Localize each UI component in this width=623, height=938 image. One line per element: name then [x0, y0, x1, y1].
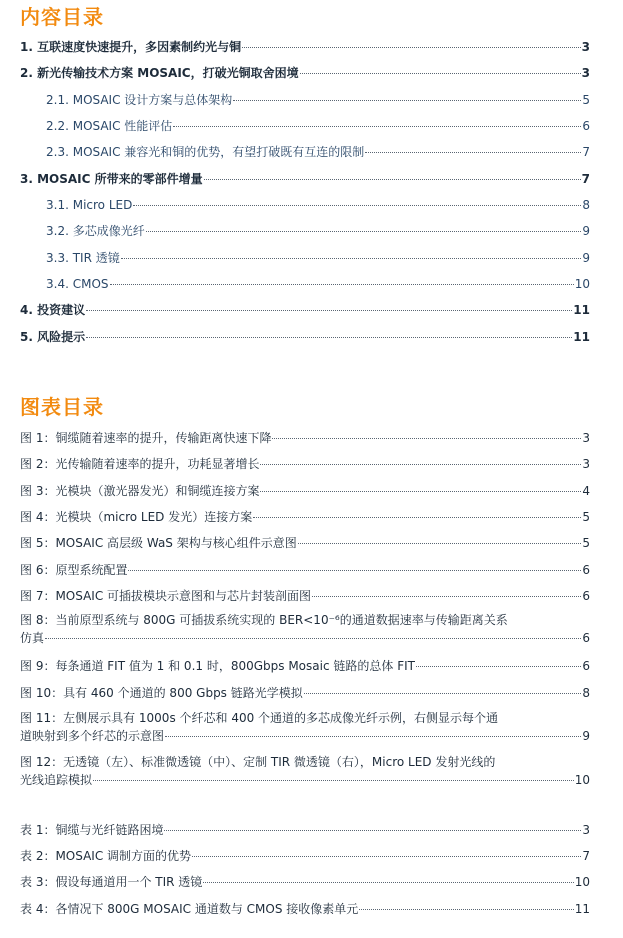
table-entry-page: 10 [574, 875, 590, 889]
toc-entry-text: 1. 互联速度快速提升，多因素制约光与铜 [20, 40, 242, 54]
toc-subentry[interactable] [46, 91, 590, 109]
dot-leader [204, 179, 581, 180]
table-entry[interactable] [20, 900, 590, 918]
toc-subentry[interactable] [46, 143, 590, 161]
figure-entry-page: 10 [574, 773, 590, 787]
dot-leader [300, 73, 581, 74]
figure-entry-text-cont: 仿真 [20, 631, 45, 645]
toc-entry[interactable] [20, 301, 590, 319]
figure-entry[interactable] [20, 657, 590, 675]
table-entry-page: 11 [574, 902, 590, 916]
toc-entry-text: 5. 风险提示 [20, 330, 86, 344]
toc-entry-page: 9 [582, 251, 590, 265]
figure-entry-page: 6 [582, 589, 590, 603]
dot-leader [192, 856, 581, 857]
figure-entry-text-cont: 光线追踪模拟 [20, 773, 93, 787]
dot-leader [359, 909, 573, 910]
figure-entry-page: 5 [582, 510, 590, 524]
table-entry[interactable] [20, 873, 590, 891]
dot-leader [260, 464, 581, 465]
figures-title: 图表目录 [20, 395, 104, 419]
figure-entry-page: 6 [582, 659, 590, 673]
toc-entry-text: 3. MOSAIC 所带来的零部件增量 [20, 172, 203, 186]
dot-leader [86, 310, 572, 311]
table-entry-text: 表 1：铜缆与光纤链路困境 [20, 823, 164, 837]
figure-entry-text: 图 6：原型系统配置 [20, 563, 128, 577]
figure-entry[interactable] [20, 709, 590, 745]
toc-subentry[interactable] [46, 222, 590, 240]
toc-entry-page: 7 [582, 145, 590, 159]
figure-entry[interactable] [20, 455, 590, 473]
toc-title: 内容目录 [20, 5, 104, 29]
toc-entry[interactable] [20, 38, 590, 56]
figure-entry[interactable] [20, 534, 590, 552]
toc-entry[interactable] [20, 328, 590, 346]
figure-entry-text: 图 7：MOSAIC 可插拔模块示意图和与芯片封装剖面图 [20, 589, 312, 603]
toc-entry[interactable] [20, 170, 590, 188]
figure-entry[interactable] [20, 482, 590, 500]
toc-entry-page: 7 [581, 172, 590, 186]
toc-entry-text: 4. 投资建议 [20, 303, 86, 317]
figure-entry[interactable] [20, 587, 590, 605]
dot-leader [110, 284, 574, 285]
toc-entry-page: 11 [573, 330, 590, 344]
dot-leader [128, 570, 581, 571]
table-entry-text: 表 3：假设每通道用一个 TIR 透镜 [20, 875, 203, 889]
dot-leader [312, 596, 581, 597]
dot-leader [272, 438, 581, 439]
dot-leader [304, 693, 582, 694]
figure-entry[interactable] [20, 508, 590, 526]
toc-entry-text: 3.4. CMOS [46, 277, 109, 291]
toc-entry-page: 3 [581, 40, 590, 54]
figure-entry[interactable] [20, 561, 590, 579]
dot-leader [242, 47, 581, 48]
dot-leader [233, 100, 581, 101]
toc-entry-text: 2. 新光传输技术方案 MOSAIC，打破光铜取舍困境 [20, 66, 299, 80]
toc-subentry[interactable] [46, 117, 590, 135]
dot-leader [203, 882, 573, 883]
table-entry-page: 7 [582, 849, 590, 863]
dot-leader [165, 736, 581, 737]
dot-leader [86, 337, 572, 338]
figure-entry-text-cont: 道映射到多个纤芯的示意图 [20, 729, 165, 743]
toc-entry-page: 6 [582, 119, 590, 133]
dot-leader [146, 231, 582, 232]
toc-entry-page: 8 [582, 198, 590, 212]
figure-entry-text: 图 1：铜缆随着速率的提升，传输距离快速下降 [20, 431, 272, 445]
figure-entry-page: 3 [582, 431, 590, 445]
toc-entry[interactable] [20, 64, 590, 82]
figure-entry-text: 图 4：光模块（micro LED 发光）连接方案 [20, 510, 253, 524]
figure-entry-text: 图 12：无透镜（左）、标准微透镜（中）、定制 TIR 微透镜（右），Micro LED 发射光线的 [20, 755, 496, 769]
figure-entry-page: 4 [582, 484, 590, 498]
dot-leader [164, 830, 581, 831]
dot-leader [133, 205, 581, 206]
table-entry-text: 表 4：各情况下 800G MOSAIC 通道数与 CMOS 接收像素单元 [20, 902, 359, 916]
table-entry[interactable] [20, 847, 590, 865]
figure-entry-text: 图 11：左侧展示具有 1000s 个纤芯和 400 个通道的多芯成像光纤示例，右侧显示每个通 [20, 711, 499, 725]
dot-leader [45, 638, 581, 639]
dot-leader [93, 780, 574, 781]
toc-entry-text: 3.1. Micro LED [46, 198, 133, 212]
figure-entry-page: 3 [582, 457, 590, 471]
dot-leader [253, 517, 581, 518]
table-entry-page: 3 [582, 823, 590, 837]
table-entry-text: 表 2：MOSAIC 调制方面的优势 [20, 849, 192, 863]
dot-leader [260, 491, 581, 492]
figure-entry-text: 图 8：当前原型系统与 800G 可插拔系统实现的 BER<10⁻⁶的通道数据速率与传输距离关系 [20, 613, 508, 627]
dot-leader [173, 126, 581, 127]
figure-entry[interactable] [20, 753, 590, 789]
figure-entry-page: 5 [582, 536, 590, 550]
figure-entry-text: 图 5：MOSAIC 高层级 WaS 架构与核心组件示意图 [20, 536, 297, 550]
figure-entry[interactable] [20, 684, 590, 702]
figure-entry-text: 图 9：每条通道 FIT 值为 1 和 0.1 时，800Gbps Mosaic 链路的总体 FIT [20, 659, 415, 673]
toc-entry-text: 3.3. TIR 透镜 [46, 251, 120, 265]
figure-entry-text: 图 3：光模块（激光器发光）和铜缆连接方案 [20, 484, 260, 498]
toc-entry-text: 2.3. MOSAIC 兼容光和铜的优势，有望打破既有互连的限制 [46, 145, 365, 159]
toc-subentry[interactable] [46, 275, 590, 293]
figure-entry-page: 6 [582, 631, 590, 645]
figure-entry-text: 图 10：具有 460 个通道的 800 Gbps 链路光学模拟 [20, 686, 303, 700]
toc-entry-page: 10 [574, 277, 590, 291]
toc-subentry[interactable] [46, 196, 590, 214]
figure-entry[interactable] [20, 429, 590, 447]
table-entry[interactable] [20, 821, 590, 839]
dot-leader [365, 152, 581, 153]
figure-entry-text: 图 2：光传输随着速率的提升，功耗显著增长 [20, 457, 260, 471]
dot-leader [416, 666, 581, 667]
toc-entry-page: 11 [573, 303, 590, 317]
figure-entry-page: 8 [582, 686, 590, 700]
dot-leader [298, 543, 582, 544]
dot-leader [121, 258, 582, 259]
toc-entry-text: 2.2. MOSAIC 性能评估 [46, 119, 173, 133]
toc-entry-page: 3 [581, 66, 590, 80]
figure-entry-page: 9 [582, 729, 590, 743]
toc-entry-text: 2.1. MOSAIC 设计方案与总体架构 [46, 93, 233, 107]
toc-entry-page: 9 [582, 224, 590, 238]
toc-subentry[interactable] [46, 249, 590, 267]
figure-entry[interactable] [20, 611, 590, 647]
toc-entry-text: 3.2. 多芯成像光纤 [46, 224, 145, 238]
figure-entry-page: 6 [582, 563, 590, 577]
toc-entry-page: 5 [582, 93, 590, 107]
